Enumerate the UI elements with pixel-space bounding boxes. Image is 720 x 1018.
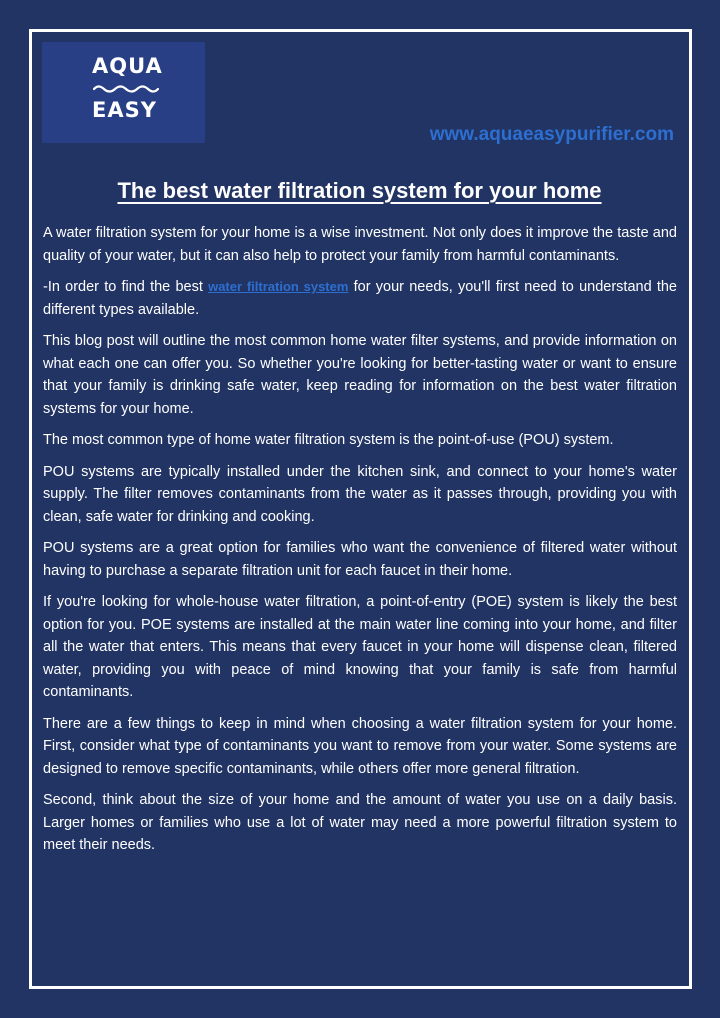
- paragraph-pou-option: POU systems are a great option for families who want the convenience of filtered water without having to purchase a separate filtration unit for each faucet in their home.: [43, 540, 677, 579]
- paragraph-text: for your needs, you'll first need to understand the different types available.: [43, 279, 677, 318]
- paragraph-intro: A water filtration system for your home is a wise investment. Not only does it improve the taste and quality of your water, but it can also help to protect your family from harmful contaminants.: [43, 225, 677, 264]
- brand-logo[interactable]: [42, 42, 205, 143]
- paragraph-outline: This blog post will outline the most common home water filter systems, and provide information on what each one can offer you. So whether you're looking for better-tasting water or want to ensure that your family is drinking safe water, keep reading for information on the best water filtration systems for your home.: [43, 333, 677, 417]
- paragraph-text: -In order to find the best: [43, 279, 209, 295]
- article-body: [43, 222, 677, 866]
- paragraph-size: Second, think about the size of your home and the amount of water you use on a daily basis. Larger homes or families who use a lot of water may need a more powerful filtration system to meet their needs.: [43, 792, 677, 853]
- paragraph-pou-install: POU systems are typically installed under the kitchen sink, and connect to your home's water supply. The filter removes contaminants from the water as it passes through, providing you with clean, safe water for drinking and cooking.: [43, 463, 677, 525]
- water-filtration-system-link[interactable]: water filtration system: [208, 279, 349, 294]
- paragraph-types: [43, 276, 677, 321]
- paragraph-pou-intro: The most common type of home water filtration system is the point-of-use (POU) system.: [43, 432, 614, 448]
- website-link[interactable]: www.aquaeasypurifier.com: [429, 124, 674, 145]
- logo-text-easy: EASY: [92, 98, 157, 122]
- page-title: The best water filtration system for your home: [117, 178, 602, 203]
- paragraph-poe: If you're looking for whole-house water filtration, a point-of-entry (POE) system is likely the best option for you. POE systems are installed at the main water line coming into your home, and filter all the water that enters. This means that every faucet in your home will dispense clean, filtered water, providing you with peace of mind knowing that your family is safe from harmful contaminants.: [43, 594, 677, 700]
- waves-icon: [93, 83, 159, 95]
- logo-text-aqua: AQUA: [92, 54, 163, 78]
- paragraph-choosing: There are a few things to keep in mind when choosing a water filtration system for your home. First, consider what type of contaminants you want to remove from your water. Some systems are designed to remove specific contaminants, while others offer more general filtration.: [43, 715, 677, 777]
